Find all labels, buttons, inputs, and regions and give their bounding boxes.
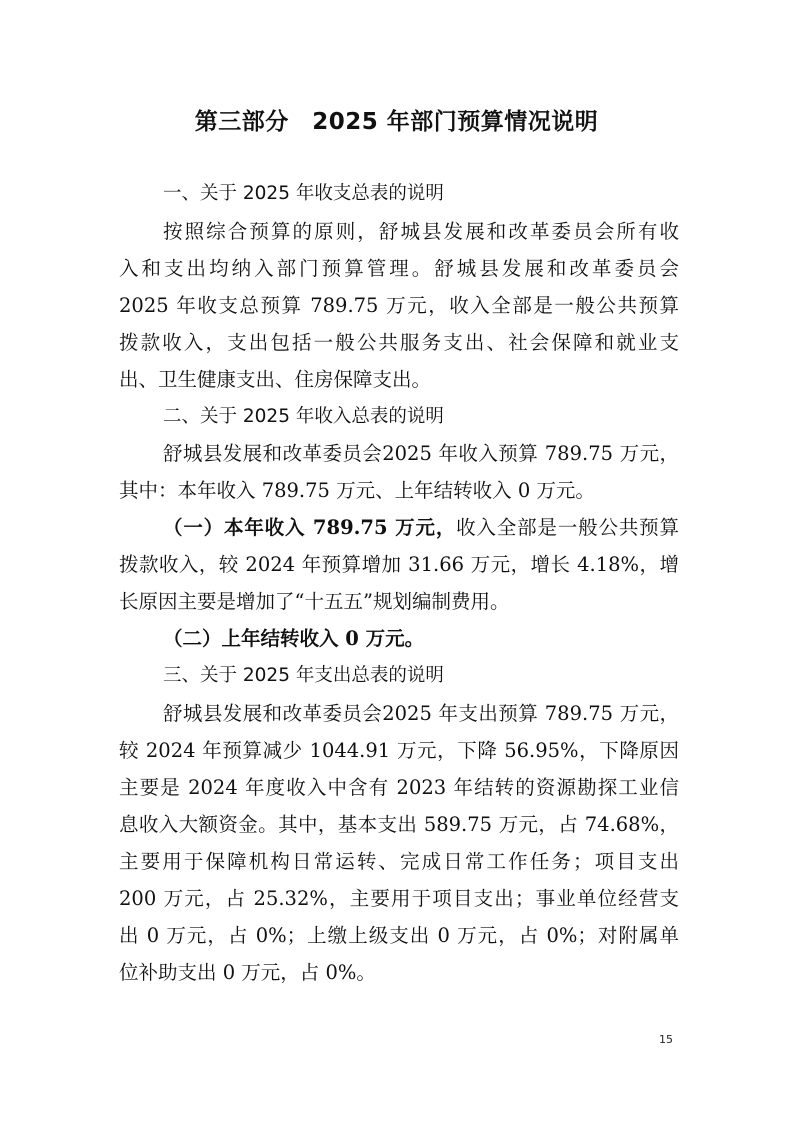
section-heading-3: 三、关于 2025 年支出总表的说明 bbox=[163, 665, 444, 686]
paragraph-line: 其中：本年收入 789.75 万元、上年结转收入 0 万元。 bbox=[119, 479, 595, 502]
subheading-carryover-text: （二）上年结转收入 0 万元。 bbox=[163, 627, 425, 650]
paragraph-line: 主要是 2024 年度收入中含有 2023 年结转的资源勘探工业信 bbox=[119, 776, 679, 799]
paragraph-line: 按照综合预算的原则，舒城县发展和改革委员会所有收 bbox=[163, 220, 679, 243]
section-heading-1: 一、关于 2025 年收支总表的说明 bbox=[163, 183, 444, 204]
paragraph-line: 主要用于保障机构日常运转、完成日常工作任务；项目支出 bbox=[119, 850, 679, 873]
paragraph-line: 2025 年收支总预算 789.75 万元，收入全部是一般公共预算 bbox=[119, 294, 679, 317]
paragraph-line: 位补助支出 0 万元，占 0%。 bbox=[119, 961, 376, 984]
paragraph-line: 拨款收入，较 2024 年预算增加 31.66 万元，增长 4.18%，增 bbox=[119, 553, 679, 576]
subheading-current-year-income: （一）本年收入 789.75 万元， bbox=[163, 516, 457, 539]
paragraph-line: 200 万元，占 25.32%，主要用于项目支出；事业单位经营支 bbox=[119, 887, 679, 910]
paragraph-line: 入和支出均纳入部门预算管理。舒城县发展和改革委员会 bbox=[119, 257, 679, 280]
paragraph-line: 出 0 万元，占 0%；上缴上级支出 0 万元，占 0%；对附属单 bbox=[119, 924, 679, 947]
paragraph-line: 长原因主要是增加了“十五五”规划编制费用。 bbox=[119, 590, 510, 613]
page-title: 第三部分 2025 年部门预算情况说明 bbox=[194, 109, 599, 135]
section-heading-2: 二、关于 2025 年收入总表的说明 bbox=[163, 406, 444, 427]
paragraph-text: 收入全部是一般公共预算 bbox=[456, 516, 679, 539]
paragraph-line: 舒城县发展和改革委员会2025 年收入预算 789.75 万元， bbox=[163, 442, 679, 465]
paragraph-line: 拨款收入，支出包括一般公共服务支出、社会保障和就业支 bbox=[119, 331, 679, 354]
page-number: 15 bbox=[659, 1033, 673, 1046]
paragraph-line bbox=[163, 514, 679, 542]
paragraph-line: 出、卫生健康支出、住房保障支出。 bbox=[119, 368, 432, 391]
paragraph-line: 息收入大额资金。其中，基本支出 589.75 万元，占 74.68%， bbox=[119, 813, 679, 836]
paragraph-line: 较 2024 年预算减少 1044.91 万元，下降 56.95%，下降原因 bbox=[119, 739, 679, 762]
subheading-carryover-income bbox=[163, 625, 679, 653]
paragraph-line: 舒城县发展和改革委员会2025 年支出预算 789.75 万元， bbox=[163, 702, 679, 725]
